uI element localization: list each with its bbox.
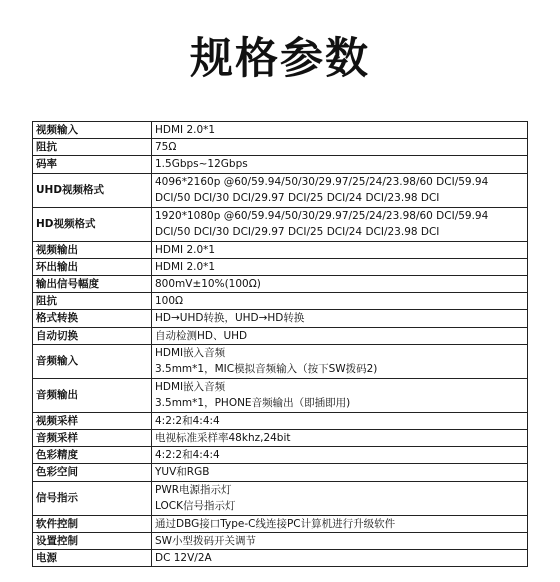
spec-value: YUV和RGB	[152, 464, 528, 481]
spec-label: 码率	[33, 156, 152, 173]
spec-label: 电源	[33, 550, 152, 567]
spec-value: HDMI嵌入音频 3.5mm*1，MIC模拟音频输入（按下SW拨码2)	[152, 344, 528, 378]
spec-label: 色彩精度	[33, 447, 152, 464]
spec-row	[33, 156, 528, 173]
spec-row	[33, 327, 528, 344]
spec-row	[33, 378, 528, 412]
spec-value: 4:2:2和4:4:4	[152, 447, 528, 464]
spec-label: 音频输出	[33, 378, 152, 412]
spec-row	[33, 464, 528, 481]
spec-label: 软件控制	[33, 515, 152, 532]
spec-label: 视频输入	[33, 122, 152, 139]
spec-row	[33, 139, 528, 156]
spec-row	[33, 532, 528, 549]
spec-label: 输出信号幅度	[33, 276, 152, 293]
spec-row	[33, 430, 528, 447]
spec-value: 4:2:2和4:4:4	[152, 412, 528, 429]
spec-value: HDMI 2.0*1	[152, 122, 528, 139]
spec-row	[33, 241, 528, 258]
spec-row	[33, 344, 528, 378]
spec-row	[33, 122, 528, 139]
spec-row	[33, 515, 528, 532]
spec-row	[33, 310, 528, 327]
spec-label: 设置控制	[33, 532, 152, 549]
spec-value: 800mV±10%(100Ω)	[152, 276, 528, 293]
spec-label: 信号指示	[33, 481, 152, 515]
spec-label: 音频采样	[33, 430, 152, 447]
spec-value: HD→UHD转换，UHD→HD转换	[152, 310, 528, 327]
spec-row	[33, 173, 528, 207]
spec-value: 100Ω	[152, 293, 528, 310]
page-title: 规格参数	[190, 34, 370, 84]
spec-value: 自动检测HD、UHD	[152, 327, 528, 344]
spec-value: HDMI 2.0*1	[152, 258, 528, 275]
spec-value: 1920*1080p @60/59.94/50/30/29.97/25/24/23.98/60 DCI/59.94 DCI/50 DCI/30 DCI/29.97 DCI/25 DCI/24 DCI/23.98 DCI	[152, 207, 528, 241]
spec-label: 视频输出	[33, 241, 152, 258]
spec-label: 阻抗	[33, 293, 152, 310]
spec-value: SW小型拨码开关调节	[152, 532, 528, 549]
spec-value: DC 12V/2A	[152, 550, 528, 567]
spec-row	[33, 258, 528, 275]
spec-label: 阻抗	[33, 139, 152, 156]
spec-label: 视频采样	[33, 412, 152, 429]
spec-row	[33, 412, 528, 429]
spec-row	[33, 481, 528, 515]
spec-table	[32, 121, 528, 567]
spec-value: 75Ω	[152, 139, 528, 156]
spec-value: 4096*2160p @60/59.94/50/30/29.97/25/24/23.98/60 DCI/59.94 DCI/50 DCI/30 DCI/29.97 DCI/25 DCI/24 DCI/23.98 DCI	[152, 173, 528, 207]
spec-value: 通过DBG接口Type-C线连接PC计算机进行升级软件	[152, 515, 528, 532]
spec-label: 色彩空间	[33, 464, 152, 481]
spec-value: HDMI嵌入音频 3.5mm*1，PHONE音频输出（即插即用)	[152, 378, 528, 412]
spec-label: 环出输出	[33, 258, 152, 275]
spec-label: UHD视频格式	[33, 173, 152, 207]
spec-row	[33, 293, 528, 310]
spec-value: 1.5Gbps~12Gbps	[152, 156, 528, 173]
spec-row	[33, 276, 528, 293]
spec-label: 自动切换	[33, 327, 152, 344]
spec-row	[33, 550, 528, 567]
spec-label: 音频输入	[33, 344, 152, 378]
spec-row	[33, 207, 528, 241]
spec-label: 格式转换	[33, 310, 152, 327]
spec-value: PWR电源指示灯 LOCK信号指示灯	[152, 481, 528, 515]
spec-value: HDMI 2.0*1	[152, 241, 528, 258]
spec-row	[33, 447, 528, 464]
spec-label: HD视频格式	[33, 207, 152, 241]
spec-value: 电视标准采样率48khz,24bit	[152, 430, 528, 447]
